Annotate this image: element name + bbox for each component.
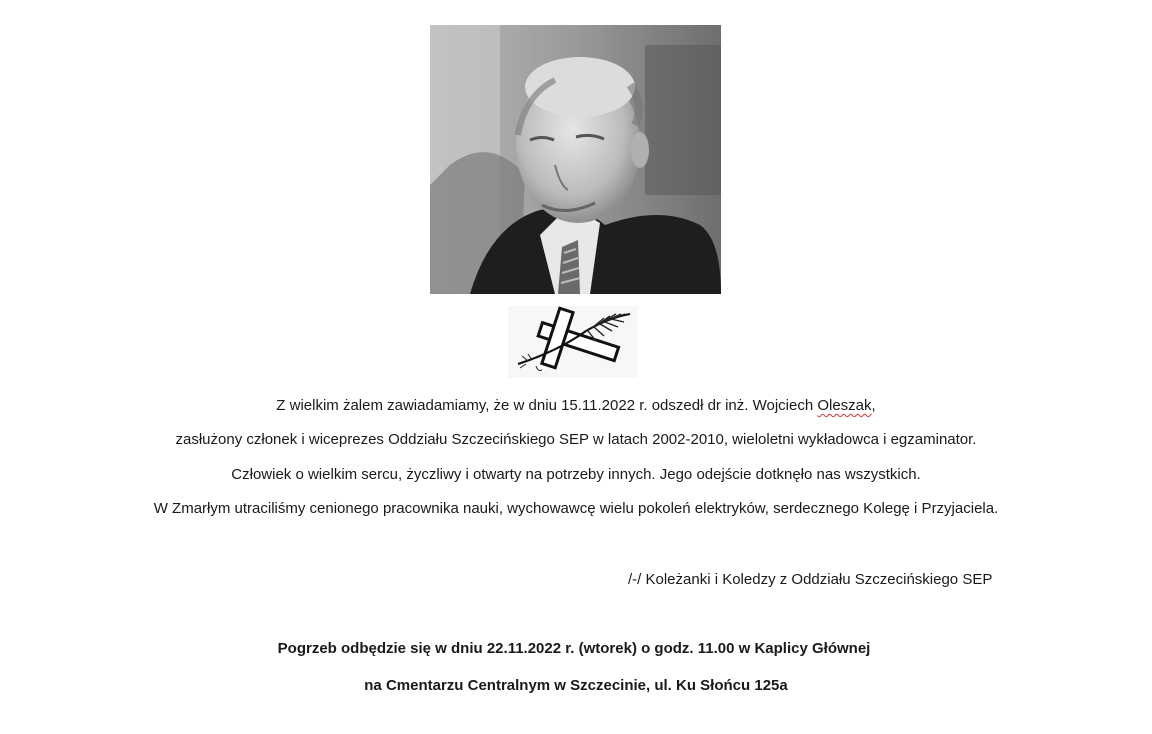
cross-with-palm-icon xyxy=(508,306,638,378)
portrait-photo xyxy=(430,25,721,294)
deceased-surname: Oleszak xyxy=(817,397,872,414)
notice-line-4: W Zmarłym utraciliśmy cenionego pracownika nauki, wychowawcę wielu pokoleń elektryków, serdecznego Kolegę i Przyjaciela. xyxy=(153,500,999,517)
notice-line-2: zasłużony członek i wiceprezes Oddziału Szczecińskiego SEP w latach 2002-2010, wieloletni wykładowca i egzaminator. xyxy=(175,431,977,448)
funeral-info-line-1: Pogrzeb odbędzie się w dniu 22.11.2022 r. (wtorek) o godz. 11.00 w Kaplicy Głównej xyxy=(277,640,871,657)
notice-intro-comma: , xyxy=(871,397,876,414)
notice-intro-text: Z wielkim żalem zawiadamiamy, że w dniu 15.11.2022 r. odszedł dr inż. Wojciech xyxy=(276,397,818,414)
notice-line-3: Człowiek o wielkim sercu, życzliwy i otwarty na potrzeby innych. Jego odejście dotknęło nas wszystkich. xyxy=(231,466,921,483)
funeral-info-line-2: na Cmentarzu Centralnym w Szczecinie, ul. Ku Słońcu 125a xyxy=(364,677,788,694)
signature: /-/ Koleżanki i Koledzy z Oddziału Szczecińskiego SEP xyxy=(628,571,993,588)
notice-line-1 xyxy=(0,396,1152,416)
